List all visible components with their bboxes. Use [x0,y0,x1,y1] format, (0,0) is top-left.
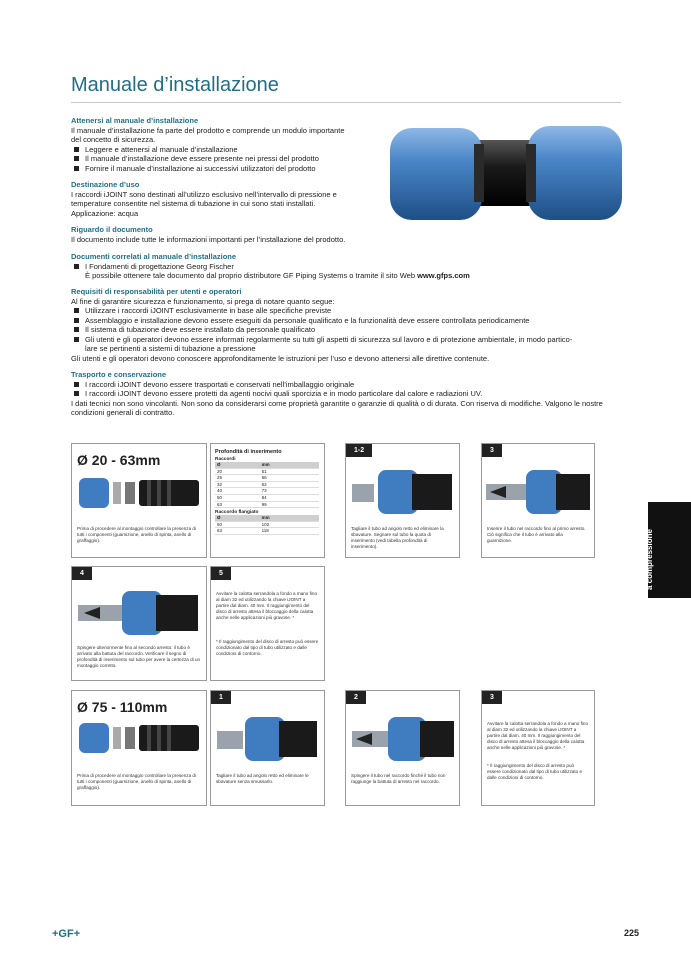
components-image [77,721,203,755]
section-instructions [71,116,371,173]
body-line: I raccordi iJOINT sono destinati all’utilizzo esclusivo nell’intervallo di pressione e [71,189,337,199]
step-number-badge: 2 [346,691,366,704]
bullet-item: I raccordi iJOINT devono essere protetti da agenti nocivi quali sporcizia e in modo particolare dal calore e radiazioni UV. [71,389,623,399]
body-line: temperature consentite nel sistema di tubazione in cui sono stati installati. [71,199,316,208]
step-panel [345,690,460,806]
step-image [352,462,455,520]
side-tab-line: iJOINT Raccordi [636,527,645,590]
table-row: 50 102 [215,521,319,528]
intro-panel-small [71,443,207,558]
step-panel [345,443,460,558]
step-number-badge: 5 [211,567,231,580]
page-number: 225 [624,928,640,938]
step-footnote: * Il raggiungimento del disco di arresto può essere condizionato dal tipo di tubo utilizzato e dalle condizioni di contorno. [487,763,582,780]
body-line: Il manuale d’installazione fa parte del prodotto e comprende un modulo importante [71,125,345,135]
gf-logo: +GF+ [52,928,81,940]
title-rule [71,102,621,103]
section-heading: Requisiti di responsabilità per utenti e operatori [71,287,242,296]
step-caption: Avvitare la calotta serrandola a fondo a mano fino al diam 32 ed utilizzando la chiave iJOINT a partire dal diam. 40 mm. Il raggiungimento del disco di arresto attesa il bloccaggio della calotta anche nelle applicazioni più gravose. * [487,721,589,750]
bullet-item: Gli utenti e gli operatori devono essere informati regolarmente su tutti gli aspetti di sicurezza sul lavoro e di protezione ambientale, in modo partico- [71,335,623,345]
step-panel [481,690,595,806]
diameter-range-label: Ø 75 - 110mm [77,699,168,715]
step-number-badge: 4 [72,567,92,580]
step-panel [210,566,325,681]
table-row: 63 99 [215,501,319,508]
body-line: Applicazione: acqua [71,208,139,218]
depth-table-flanged: Ø mm 50 102 63 118 [215,515,319,535]
table-row: 63 118 [215,528,319,535]
table-row: 32 62 [215,481,319,488]
section-heading: Riguardo il documento [71,225,153,234]
body-line: I dati tecnici non sono vincolanti. Non sono da considerarsi come proprietà garantite o garanzie di qualità o di durata. Con riserva di modifiche. Valgono le nostre condizioni generali di contratto. [71,398,603,417]
step-footnote: * Il raggiungimento del disco di arresto può essere condizionato dal tipo di tubo utilizzato e dalle condizioni di contorno. [216,639,319,656]
table-subtitle: Raccordi [215,457,236,462]
components-image [77,476,203,510]
table-row: 20 51 [215,468,319,475]
table-row: 50 84 [215,494,319,501]
side-tab-line: a compressione [645,529,654,590]
body-line: Al fine di garantire sicurezza e funzionamento, si prega di notare quanto segue: [71,296,335,306]
bullet-item: Assemblaggio e installazione devono essere eseguiti da personale qualificato e la funzionalità deve essere controllata periodicamente [71,316,623,326]
step-caption: Tagliare il tubo ad angolo retto ed eliminare le sbavature senza smussarlo. [216,773,309,784]
body-line: del concetto di sicurezza. [71,135,156,144]
section-responsibility [71,287,623,363]
step-caption: Prima di procedere al montaggio controllare la presenza di tutti i componenti (guarnizione, anello di spinta, anello di graffaggio). [77,526,196,543]
step-panel [71,566,207,681]
body-line: lare se pertinenti a sistemi di tubazione a pressione [85,344,256,353]
table-title: Profondità di inserimento [215,449,282,455]
step-caption: Spingere il tubo nel raccordo finché il tubo non raggiunge la battuta di arresto nel raccordo. [351,773,446,784]
bullet-item: I raccordi iJOINT devono essere trasportati e conservati nell’imballaggio originale [71,380,623,390]
section-heading: Attenersi al manuale d’installazione [71,116,199,125]
section-heading: Documenti correlati al manuale d’installazione [71,252,237,261]
step-image [486,462,592,520]
bullet-item: I Fondamenti di progettazione Georg Fischer [71,262,531,272]
step-number-badge: 3 [482,691,502,704]
section-related-docs [71,252,531,281]
table-subtitle: Raccordo flangiato [215,510,259,516]
section-document [71,225,391,244]
step-number-badge: 1-2 [346,444,372,457]
bullet-item: Il sistema di tubazione deve essere installato da personale qualificato [71,325,623,335]
table-row: 40 73 [215,488,319,495]
section-intended-use [71,180,371,218]
body-line: Gli utenti e gli operatori devono conoscere approfonditamente le istruzioni per l’uso e devono attenersi alle direttive contenute. [71,353,490,363]
intro-panel-large [71,690,207,806]
step-panel [210,690,325,806]
step-caption: Inserire il tubo nel raccordo fino al primo arresto. Ciò significa che il tubo è arrivato alla guarnizione. [487,526,586,543]
step-caption: Avvitare la calotta serrandola a fondo a mano fino al diam 32 ed utilizzando la chiave iJOINT a partire dal diam. 40 mm. Il raggiungimento del disco di arresto attesa il bloccaggio della calotta anche nelle applicazioni più gravose. * [216,591,318,620]
body-line: È possibile ottenere tale documento dal proprio distributore GF Piping Systems o tramite il sito Web www.gfps.com [85,271,470,280]
section-heading: Destinazione d’uso [71,180,140,189]
step-caption: Prima di procedere al montaggio controllare la presenza di tutti i componenti (guarnizione, anello di spinta, anello di graffaggio). [77,773,196,790]
step-image [78,583,202,641]
table-row: 25 56 [215,475,319,482]
bullet-item: Leggere e attenersi al manuale d’installazione [71,145,371,155]
page-title: Manuale d’installazione [71,74,279,96]
bullet-item: Fornire il manuale d’installazione ai successivi utilizzatori del prodotto [71,164,371,174]
step-panel [481,443,595,558]
section-transport [71,370,623,418]
depth-table-fittings: Ø mm 20 51 25 56 32 62 40 73 50 84 63 99 [215,462,319,508]
step-image [217,709,320,767]
bullet-item: Utilizzare i raccordi iJOINT esclusivamente in base alle specifiche previste [71,306,623,316]
insertion-depth-panel [210,443,325,558]
body-line: Il documento include tutte le informazioni importanti per l’installazione del prodotto. [71,234,346,244]
website-link[interactable]: www.gfps.com [417,271,470,280]
diameter-range-label: Ø 20 - 63mm [77,452,161,468]
coupling-image [388,120,624,225]
step-number-badge: 3 [482,444,502,457]
step-image [352,709,455,767]
bullet-item: Il manuale d’installazione deve essere presente nei pressi del prodotto [71,154,371,164]
chapter-side-tab[interactable] [636,502,691,598]
step-caption: Spingere ulteriormente fino al secondo arresto: il tubo è arrivato alla battuta del raccordo. Verificare il segno di profondità di inserimento sul tubo per avere la certezza di un montaggio corretto. [77,645,201,668]
step-number-badge: 1 [211,691,231,704]
step-caption: Tagliare il tubo ad angolo retto ed eliminare la sbavature. Segnare sul tubo la quota di inserimento (vedi tabella profondità di inserimento). [351,526,444,549]
section-heading: Trasporto e conservazione [71,370,167,379]
